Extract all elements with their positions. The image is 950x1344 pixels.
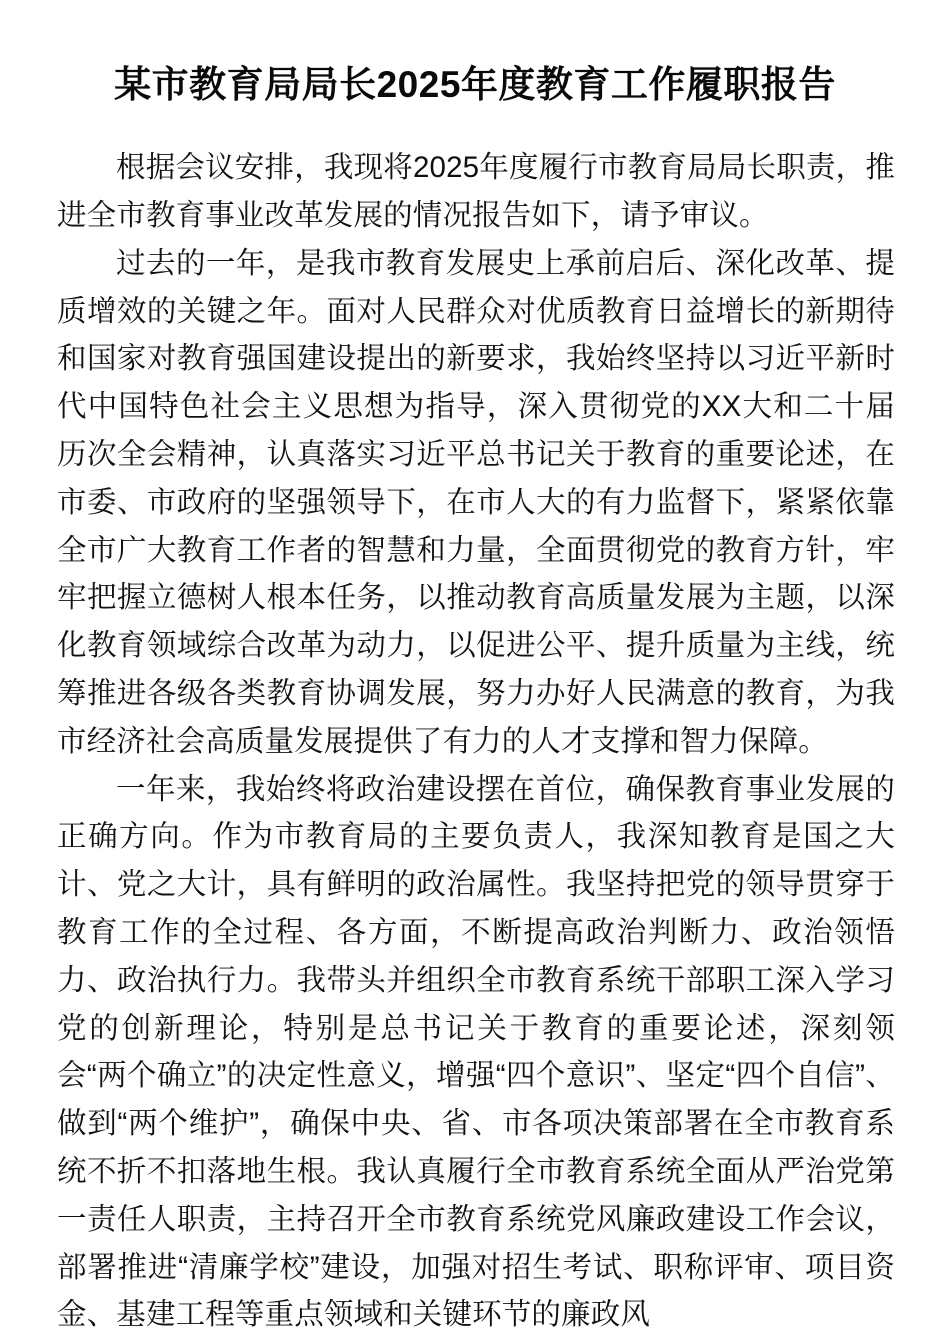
paragraph-1: 根据会议安排，我现将2025年度履行市教育局局长职责，推进全市教育事业改革发展的情况报告如下，请予审议。 xyxy=(57,151,895,233)
document-title: 某市教育局局长2025年度教育工作履职报告 xyxy=(114,64,836,105)
document-body xyxy=(0,144,950,1339)
paragraph-3: 一年来，我始终将政治建设摆在首位，确保教育事业发展的正确方向。作为市教育局的主要负责人，我深知教育是国之大计、党之大计，具有鲜明的政治属性。我坚持把党的领导贯穿于教育工作的全过程、各方面，不断提高政治判断力、政治领悟力、政治执行力。我带头并组织全市教育系统干部职工深入学习党的创新理论，特别是总书记关于教育的重要论述，深刻领会“两个确立”的决定性意义，增强“四个意识”、坚定“四个自信”、做到“两个维护”，确保中央、省、市各项决策部署在全市教育系统不折不扣落地生根。我认真履行全市教育系统全面从严治党第一责任人职责，主持召开全市教育系统党风廉政建设工作会议，部署推进“清廉学校”建设，加强对招生考试、职称评审、项目资金、基建工程等重点领域和关键环节的廉政风 xyxy=(57,772,895,1332)
paragraph-2: 过去的一年，是我市教育发展史上承前启后、深化改革、提质增效的关键之年。面对人民群众对优质教育日益增长的新期待和国家对教育强国建设提出的新要求，我始终坚持以习近平新时代中国特色社会主义思想为指导，深入贯彻党的XX大和二十届历次全会精神，认真落实习近平总书记关于教育的重要论述，在市委、市政府的坚强领导下，在市人大的有力监督下，紧紧依靠全市广大教育工作者的智慧和力量，全面贯彻党的教育方针，牢牢把握立德树人根本任务，以推动教育高质量发展为主题，以深化教育领域综合改革为动力，以促进公平、提升质量为主线，统筹推进各级各类教育协调发展，努力办好人民满意的教育，为我市经济社会高质量发展提供了有力的人才支撑和智力保障。 xyxy=(57,246,895,758)
